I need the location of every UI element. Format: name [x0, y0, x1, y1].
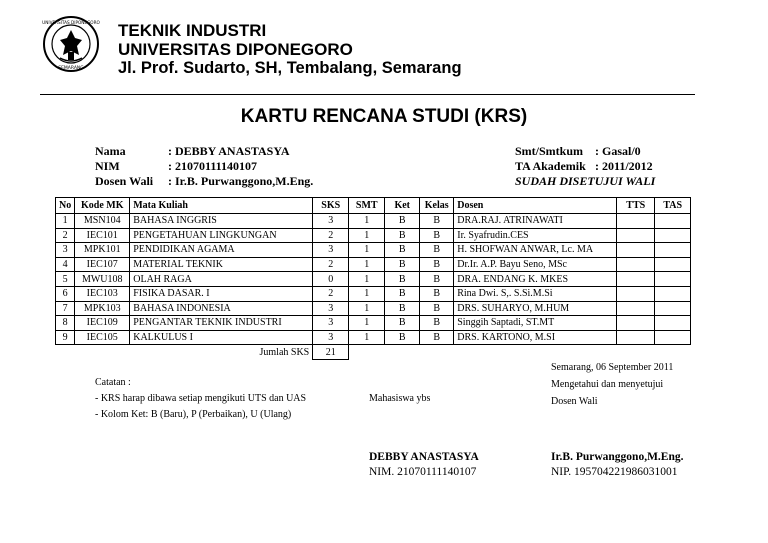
cell-sks: 3	[313, 243, 349, 258]
cell-mata-kuliah: PENGETAHUAN LINGKUNGAN	[130, 228, 313, 243]
cell-smt: 1	[349, 330, 385, 345]
cell-mata-kuliah: KALKULUS I	[130, 330, 313, 345]
cell-no: 7	[56, 301, 75, 316]
table-row	[56, 272, 691, 287]
cell-dosen: Dr.Ir. A.P. Bayu Seno, MSc	[454, 257, 617, 272]
col-header: TAS	[655, 198, 691, 214]
cell-sks: 3	[313, 330, 349, 345]
advisor-block	[551, 359, 673, 410]
cell-no: 1	[56, 214, 75, 229]
advisor-name: Ir.B. Purwanggono,M.Eng.	[551, 451, 684, 463]
cell-tts	[617, 286, 655, 301]
cell-kode-mk: IEC103	[75, 286, 130, 301]
cell-mata-kuliah: PENGANTAR TEKNIK INDUSTRI	[130, 316, 313, 331]
cell-dosen: DRA. ENDANG K. MKES	[454, 272, 617, 287]
cell-kode-mk: MPK101	[75, 243, 130, 258]
advisor-role: Dosen Wali	[551, 396, 598, 407]
cell-tas	[655, 214, 691, 229]
cell-dosen: Rina Dwi. S,. S.Si.M.Si	[454, 286, 617, 301]
approval-status: SUDAH DISETUJUI WALI	[515, 174, 656, 188]
student-role: Mahasiswa ybs	[369, 393, 431, 404]
cell-kelas: B	[420, 316, 454, 331]
col-header: Ket	[385, 198, 420, 214]
cell-dosen: H. SHOFWAN ANWAR, Lc. MA	[454, 243, 617, 258]
cell-sks: 2	[313, 228, 349, 243]
cell-kelas: B	[420, 272, 454, 287]
cell-smt: 1	[349, 228, 385, 243]
header-university: UNIVERSITAS DIPONEGORO	[118, 40, 353, 59]
col-header: Dosen	[454, 198, 617, 214]
cell-tas	[655, 228, 691, 243]
cell-kelas: B	[420, 286, 454, 301]
notes-line-1: - KRS harap dibawa setiap mengikuti UTS dan UAS	[95, 393, 307, 404]
nama-value: : DEBBY ANASTASYA	[168, 144, 290, 158]
logo-text-bottom: SEMARANG	[58, 66, 84, 71]
cell-tas	[655, 330, 691, 345]
cell-sks: 0	[313, 272, 349, 287]
cell-kode-mk: IEC101	[75, 228, 130, 243]
cell-sks: 2	[313, 257, 349, 272]
dosen-wali-label: Dosen Wali	[95, 174, 154, 188]
ta-label: TA Akademik	[515, 159, 586, 173]
cell-no: 4	[56, 257, 75, 272]
cell-dosen: DRS. KARTONO, M.SI	[454, 330, 617, 345]
cell-dosen: DRA.RAJ. ATRINAWATI	[454, 214, 617, 229]
cell-tas	[655, 272, 691, 287]
cell-ket: B	[385, 301, 420, 316]
place-date: Semarang, 06 September 2011	[551, 362, 674, 373]
cell-tts	[617, 243, 655, 258]
nim-value: : 21070111140107	[168, 159, 258, 173]
cell-mata-kuliah: OLAH RAGA	[130, 272, 313, 287]
cell-ket: B	[385, 316, 420, 331]
cell-dosen: Singgih Saptadi, ST.MT	[454, 316, 617, 331]
cell-ket: B	[385, 272, 420, 287]
cell-ket: B	[385, 214, 420, 229]
cell-smt: 1	[349, 272, 385, 287]
cell-kelas: B	[420, 214, 454, 229]
cell-ket: B	[385, 243, 420, 258]
cell-kode-mk: MSN104	[75, 214, 130, 229]
notes-title: Catatan :	[95, 377, 131, 388]
cell-tts	[617, 257, 655, 272]
table-row	[56, 316, 691, 331]
col-header: SMT	[349, 198, 385, 214]
student-name: DEBBY ANASTASYA	[369, 451, 479, 463]
dosen-wali-value: : Ir.B. Purwanggono,M.Eng.	[168, 174, 314, 188]
cell-tts	[617, 272, 655, 287]
cell-sks: 3	[313, 316, 349, 331]
cell-tts	[617, 228, 655, 243]
cell-kode-mk: IEC109	[75, 316, 130, 331]
course-table	[55, 197, 691, 360]
col-header: Kode MK	[75, 198, 130, 214]
total-sks: 21	[313, 345, 349, 360]
cell-no: 2	[56, 228, 75, 243]
cell-mata-kuliah: MATERIAL TEKNIK	[130, 257, 313, 272]
logo-text-top: UNIVERSITAS DIPONEGORO	[42, 20, 100, 25]
notes-line-2: - Kolom Ket: B (Baru), P (Perbaikan), U (Ulang)	[95, 409, 292, 420]
cell-no: 5	[56, 272, 75, 287]
cell-ket: B	[385, 330, 420, 345]
nama-label: Nama	[95, 144, 126, 158]
table-row	[56, 330, 691, 345]
cell-tts	[617, 214, 655, 229]
cell-no: 9	[56, 330, 75, 345]
cell-kode-mk: MPK103	[75, 301, 130, 316]
cell-smt: 1	[349, 286, 385, 301]
cell-no: 8	[56, 316, 75, 331]
cell-mata-kuliah: BAHASA INDONESIA	[130, 301, 313, 316]
cell-sks: 2	[313, 286, 349, 301]
ta-value: : 2011/2012	[595, 159, 653, 173]
header-department: TEKNIK INDUSTRI	[118, 21, 267, 40]
cell-smt: 1	[349, 316, 385, 331]
cell-sks: 3	[313, 301, 349, 316]
header-address: Jl. Prof. Sudarto, SH, Tembalang, Semarang	[118, 59, 462, 77]
col-header: SKS	[313, 198, 349, 214]
approval-text: Mengetahui dan menyetujui	[551, 379, 664, 390]
cell-ket: B	[385, 228, 420, 243]
cell-ket: B	[385, 286, 420, 301]
student-signature	[369, 450, 479, 480]
table-row	[56, 257, 691, 272]
cell-ket: B	[385, 257, 420, 272]
advisor-signature	[551, 450, 684, 480]
cell-mata-kuliah: PENDIDIKAN AGAMA	[130, 243, 313, 258]
cell-no: 6	[56, 286, 75, 301]
cell-smt: 1	[349, 243, 385, 258]
cell-no: 3	[56, 243, 75, 258]
cell-smt: 1	[349, 214, 385, 229]
cell-kelas: B	[420, 257, 454, 272]
nim-label: NIM	[95, 159, 120, 173]
cell-tts	[617, 316, 655, 331]
cell-kelas: B	[420, 330, 454, 345]
total-spacer	[349, 345, 691, 360]
table-row	[56, 214, 691, 229]
cell-kelas: B	[420, 228, 454, 243]
notes	[95, 375, 306, 423]
total-label: Jumlah SKS	[56, 345, 313, 360]
cell-kelas: B	[420, 301, 454, 316]
cell-kode-mk: MWU108	[75, 272, 130, 287]
cell-kode-mk: IEC107	[75, 257, 130, 272]
advisor-id: NIP. 195704221986031001	[551, 466, 678, 478]
cell-mata-kuliah: BAHASA INGGRIS	[130, 214, 313, 229]
total-row	[56, 345, 691, 360]
cell-kelas: B	[420, 243, 454, 258]
col-header: TTS	[617, 198, 655, 214]
table-row	[56, 228, 691, 243]
cell-smt: 1	[349, 301, 385, 316]
document-title: KARTU RENCANA STUDI (KRS)	[240, 106, 528, 127]
university-seal-logo	[42, 8, 100, 80]
cell-tas	[655, 316, 691, 331]
table-row	[56, 243, 691, 258]
col-header: Mata Kuliah	[130, 198, 313, 214]
cell-dosen: DRS. SUHARYO, M.HUM	[454, 301, 617, 316]
cell-tas	[655, 286, 691, 301]
cell-smt: 1	[349, 257, 385, 272]
cell-kode-mk: IEC105	[75, 330, 130, 345]
smt-value: : Gasal/0	[595, 144, 641, 158]
table-row	[56, 286, 691, 301]
cell-tas	[655, 243, 691, 258]
semester-info	[515, 144, 655, 189]
student-id: NIM. 21070111140107	[369, 466, 477, 478]
header-divider	[40, 94, 695, 95]
table-header-row	[56, 198, 691, 214]
cell-tts	[617, 330, 655, 345]
table-row	[56, 301, 691, 316]
cell-mata-kuliah: FISIKA DASAR. I	[130, 286, 313, 301]
cell-tas	[655, 301, 691, 316]
col-header: No	[56, 198, 75, 214]
col-header: Kelas	[420, 198, 454, 214]
smt-label: Smt/Smtkum	[515, 144, 584, 158]
cell-tts	[617, 301, 655, 316]
cell-dosen: Ir. Syafrudin.CES	[454, 228, 617, 243]
cell-tas	[655, 257, 691, 272]
student-info	[95, 144, 313, 189]
cell-sks: 3	[313, 214, 349, 229]
